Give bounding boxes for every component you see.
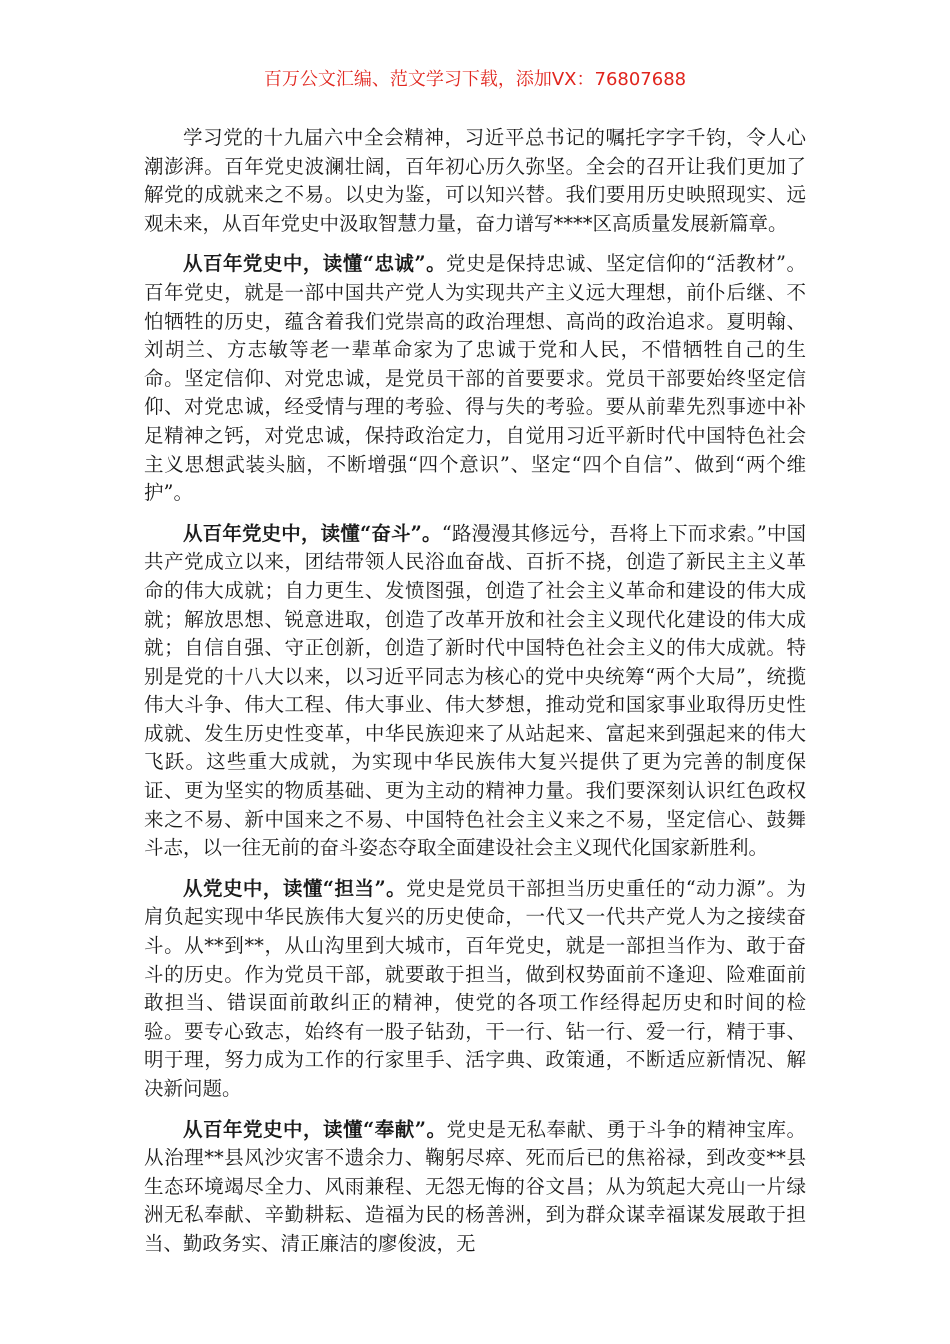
responsibility-paragraph [144, 875, 806, 1104]
paragraph-heading: 从百年党史中，读懂“奉献”。 [183, 1117, 447, 1141]
dedication-paragraph [144, 1116, 806, 1259]
paragraph-heading: 从党史中，读懂“担当”。 [183, 876, 407, 900]
paragraph-text: 党史是无私奉献、勇于斗争的精神宝库。从治理**县风沙灾害不遗余力、鞠躬尽瘁、死而后已的焦裕禄，到改变**县生态环境竭尽全力、风雨兼程、无怨无悔的谷文昌；从为筑起大亮山一片绿洲无私奉献、辛勤耕耘、造福为民的杨善洲，到为群众谋幸福谋发展敢于担当、勤政务实、清正廉洁的廖俊波，无 [144, 1117, 806, 1255]
struggle-paragraph [144, 520, 806, 863]
loyalty-paragraph [144, 250, 806, 507]
paragraph-text: “路漫漫其修远兮，吾将上下而求索。”中国共产党成立以来，团结带领人民浴血奋战、百折不挠，创造了新民主主义革命的伟大成就；自力更生、发愤图强，创造了社会主义革命和建设的伟大成就；解放思想、锐意进取，创造了改革开放和社会主义现代化建设的伟大成就；自信自强、守正创新，创造了新时代中国特色社会主义的伟大成就。特别是党的十八大以来，以习近平同志为核心的党中央统筹“两个大局”，统揽伟大斗争、伟大工程、伟大事业、伟大梦想，推动党和国家事业取得历史性成就、发生历史性变革，中华民族迎来了从站起来、富起来到强起来的伟大飞跃。这些重大成就，为实现中华民族伟大复兴提供了更为完善的制度保证、更为坚实的物质基础、更为主动的精神力量。我们要深刻认识红色政权来之不易、新中国来之不易、中国特色社会主义来之不易，坚定信心、鼓舞斗志，以一往无前的奋斗姿态夺取全面建设社会主义现代化国家新胜利。 [144, 521, 806, 860]
paragraph-text: 学习党的十九届六中全会精神，习近平总书记的嘱托字字千钧，令人心潮澎湃。百年党史波澜壮阔，百年初心历久弥坚。全会的召开让我们更加了解党的成就来之不易。以史为鉴，可以知兴替。我们要用历史映照现实、远观未来，从百年党史中汲取智慧力量，奋力谱写****区高质量发展新篇章。 [144, 126, 806, 235]
paragraph-text: 党史是保持忠诚、坚定信仰的“活教材”。百年党史，就是一部中国共产党人为实现共产主义远大理想，前仆后继、不怕牺牲的历史，蕴含着我们党崇高的政治理想、高尚的政治追求。夏明翰、刘胡兰、方志敏等老一辈革命家为了忠诚于党和人民，不惜牺牲自己的生命。坚定信仰、对党忠诚，是党员干部的首要要求。党员干部要始终坚定信仰、对党忠诚，经受情与理的考验、得与失的考验。要从前辈先烈事迹中补足精神之钙，对党忠诚，保持政治定力，自觉用习近平新时代中国特色社会主义思想武装头脑，不断增强“四个意识”、坚定“四个自信”、做到“两个维护”。 [144, 252, 806, 505]
header-banner: 百万公文汇编、范文学习下载，添加VX：76807688 [263, 69, 687, 90]
paragraph-heading: 从百年党史中，读懂“忠诚”。 [183, 252, 447, 276]
article-body [144, 124, 806, 1271]
intro-paragraph [144, 124, 806, 238]
paragraph-text: 党史是党员干部担当历史重任的“动力源”。为肩负起实现中华民族伟大复兴的历史使命，一代又一代共产党人为之接续奋斗。从**到**，从山沟里到大城市，百年党史，就是一部担当作为、敢于奋斗的历史。作为党员干部，就要敢于担当，做到权势面前不逢迎、险难面前敢担当、错误面前敢纠正的精神，使党的各项工作经得起历史和时间的检验。要专心致志，始终有一股子钻劲，干一行、钻一行、爱一行，精于事、明于理，努力成为工作的行家里手、活字典、政策通，不断适应新情况、解决新问题。 [144, 876, 806, 1100]
paragraph-heading: 从百年党史中，读懂“奋斗”。 [183, 521, 442, 545]
